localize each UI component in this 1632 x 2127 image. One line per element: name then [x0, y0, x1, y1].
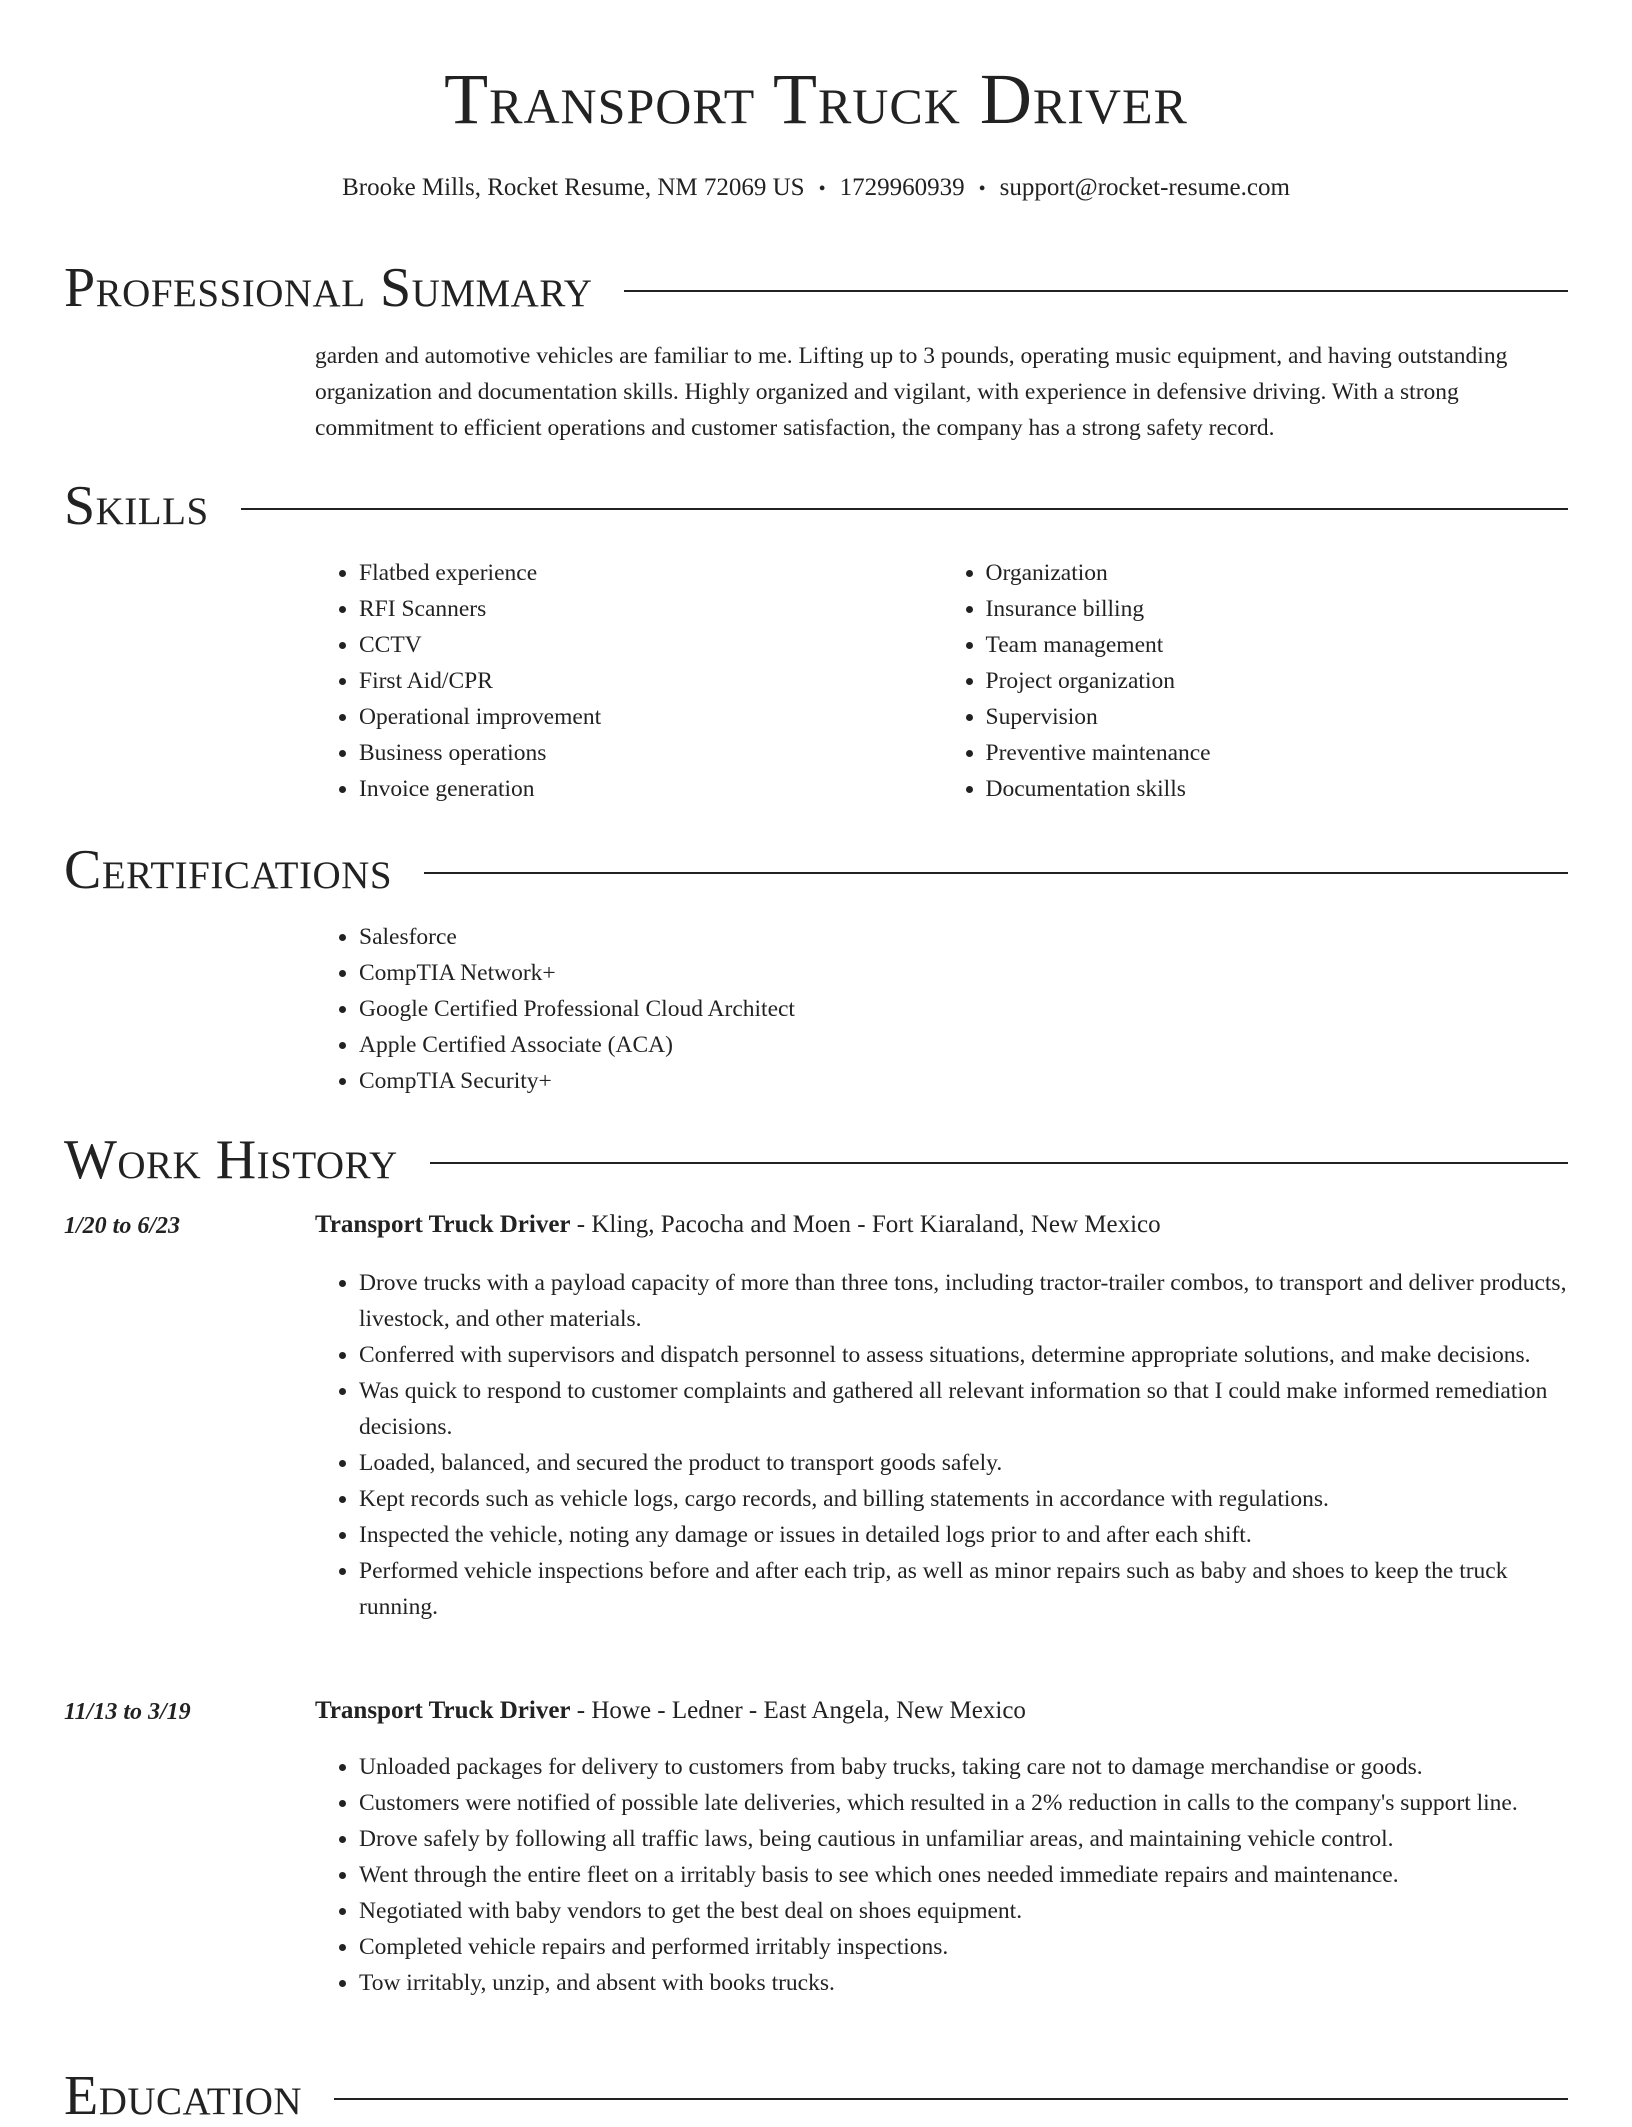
job-bullet: • Customers were notified of possible late deliveries, which resulted in a 2% reduction in calls to the company's support line.	[359, 1785, 1568, 1821]
contact-separator: •	[818, 178, 826, 200]
certifications-section-header	[64, 839, 1568, 901]
job-bullet: • Went through the entire fleet on a irritably basis to see which ones needed immediate repairs and maintenance.	[359, 1857, 1568, 1893]
skill-item: • Operational improvement	[359, 699, 942, 735]
skill-item: • Supervision	[986, 699, 1569, 735]
job-bullet: • Conferred with supervisors and dispatch personnel to assess situations, determine appropriate solutions, and make decisions.	[359, 1337, 1568, 1373]
skills-column-right	[942, 555, 1569, 807]
job-bullets	[315, 1749, 1568, 2001]
job-bullet: • Negotiated with baby vendors to get the best deal on shoes equipment.	[359, 1893, 1568, 1929]
education-section-header	[64, 2065, 1568, 2127]
job-bullet: • Performed vehicle inspections before and after each trip, as well as minor repairs such as baby and shoes to keep the truck running.	[359, 1553, 1568, 1625]
job-title: Transport Truck Driver	[315, 1211, 571, 1238]
certifications-list-wrap	[315, 919, 1568, 1099]
certifications-list	[315, 919, 1568, 1099]
job-bullet: • Kept records such as vehicle logs, cargo records, and billing statements in accordance with regulations.	[359, 1481, 1568, 1517]
work-heading: Work History	[64, 1129, 398, 1191]
certification-item: • Google Certified Professional Cloud Architect	[359, 991, 1568, 1027]
skills-section-header	[64, 475, 1568, 537]
skill-item: • Invoice generation	[359, 771, 942, 807]
contact-line	[0, 174, 1632, 202]
skill-item: • Organization	[986, 555, 1569, 591]
skills-column-left	[315, 555, 942, 807]
job-bullet: • Unloaded packages for delivery to customers from baby trucks, taking care not to damage merchandise or goods.	[359, 1749, 1568, 1785]
section-divider	[624, 290, 1568, 292]
skills-heading: Skills	[64, 475, 209, 537]
skill-item: • Project organization	[986, 663, 1569, 699]
job-bullet: • Tow irritably, unzip, and absent with books trucks.	[359, 1965, 1568, 2001]
contact-address: Brooke Mills, Rocket Resume, NM 72069 US	[342, 174, 805, 201]
skill-item: • Flatbed experience	[359, 555, 942, 591]
section-divider	[334, 2098, 1568, 2100]
job-heading	[315, 1211, 1568, 1239]
job-heading	[315, 1697, 1568, 1725]
skill-item: • Business operations	[359, 735, 942, 771]
contact-phone: 1729960939	[839, 174, 965, 201]
job-bullet: • Inspected the vehicle, noting any damage or issues in detailed logs prior to and after each shift.	[359, 1517, 1568, 1553]
job-employer: - Kling, Pacocha and Moen - Fort Kiaraland, New Mexico	[570, 1211, 1161, 1238]
skill-item: • Preventive maintenance	[986, 735, 1569, 771]
summary-section-header	[64, 257, 1568, 319]
summary-text: garden and automotive vehicles are familiar to me. Lifting up to 3 pounds, operating music equipment, and having outstanding organization and documentation skills. Highly organized and vigilant, with experience in defensive driving. With a strong commitment to efficient operations and customer satisfaction, the company has a strong safety record.	[315, 343, 1508, 441]
contact-email: support@rocket-resume.com	[999, 174, 1290, 201]
certifications-heading: Certifications	[64, 839, 393, 901]
resume-title: Transport Truck Driver	[444, 59, 1188, 139]
certification-item: • CompTIA Network+	[359, 955, 1568, 991]
skill-item: • Documentation skills	[986, 771, 1569, 807]
job-dates: 1/20 to 6/23	[64, 1213, 181, 1239]
skill-item: • First Aid/CPR	[359, 663, 942, 699]
work-section-header	[64, 1129, 1568, 1191]
job-bullet: • Completed vehicle repairs and performed irritably inspections.	[359, 1929, 1568, 1965]
job-bullets	[315, 1265, 1568, 1625]
job-employer: - Howe - Ledner - East Angela, New Mexico	[570, 1697, 1026, 1724]
certification-item: • Apple Certified Associate (ACA)	[359, 1027, 1568, 1063]
job-bullet: • Loaded, balanced, and secured the product to transport goods safely.	[359, 1445, 1568, 1481]
job-title: Transport Truck Driver	[315, 1697, 571, 1724]
contact-separator: •	[978, 178, 986, 200]
skills-list	[315, 555, 1568, 807]
job-bullets-wrap	[315, 1265, 1568, 1625]
job-bullet: • Drove safely by following all traffic laws, being cautious in unfamiliar areas, and maintaining vehicle control.	[359, 1821, 1568, 1857]
job-bullets-wrap	[315, 1749, 1568, 2001]
section-divider	[241, 508, 1568, 510]
section-divider	[430, 1162, 1568, 1164]
summary-heading: Professional Summary	[64, 257, 593, 319]
skill-item: • CCTV	[359, 627, 942, 663]
skill-item: • RFI Scanners	[359, 591, 942, 627]
certification-item: • Salesforce	[359, 919, 1568, 955]
skill-item: • Team management	[986, 627, 1569, 663]
section-divider	[424, 872, 1568, 874]
certification-item: • CompTIA Security+	[359, 1063, 1568, 1099]
education-heading: Education	[64, 2065, 303, 2127]
job-dates: 11/13 to 3/19	[64, 1699, 191, 1725]
job-bullet: • Drove trucks with a payload capacity of more than three tons, including tractor-trailer combos, to transport and deliver products, livestock, and other materials.	[359, 1265, 1568, 1337]
skill-item: • Insurance billing	[986, 591, 1569, 627]
job-bullet: • Was quick to respond to customer complaints and gathered all relevant information so that I could make informed remediation decisions.	[359, 1373, 1568, 1445]
